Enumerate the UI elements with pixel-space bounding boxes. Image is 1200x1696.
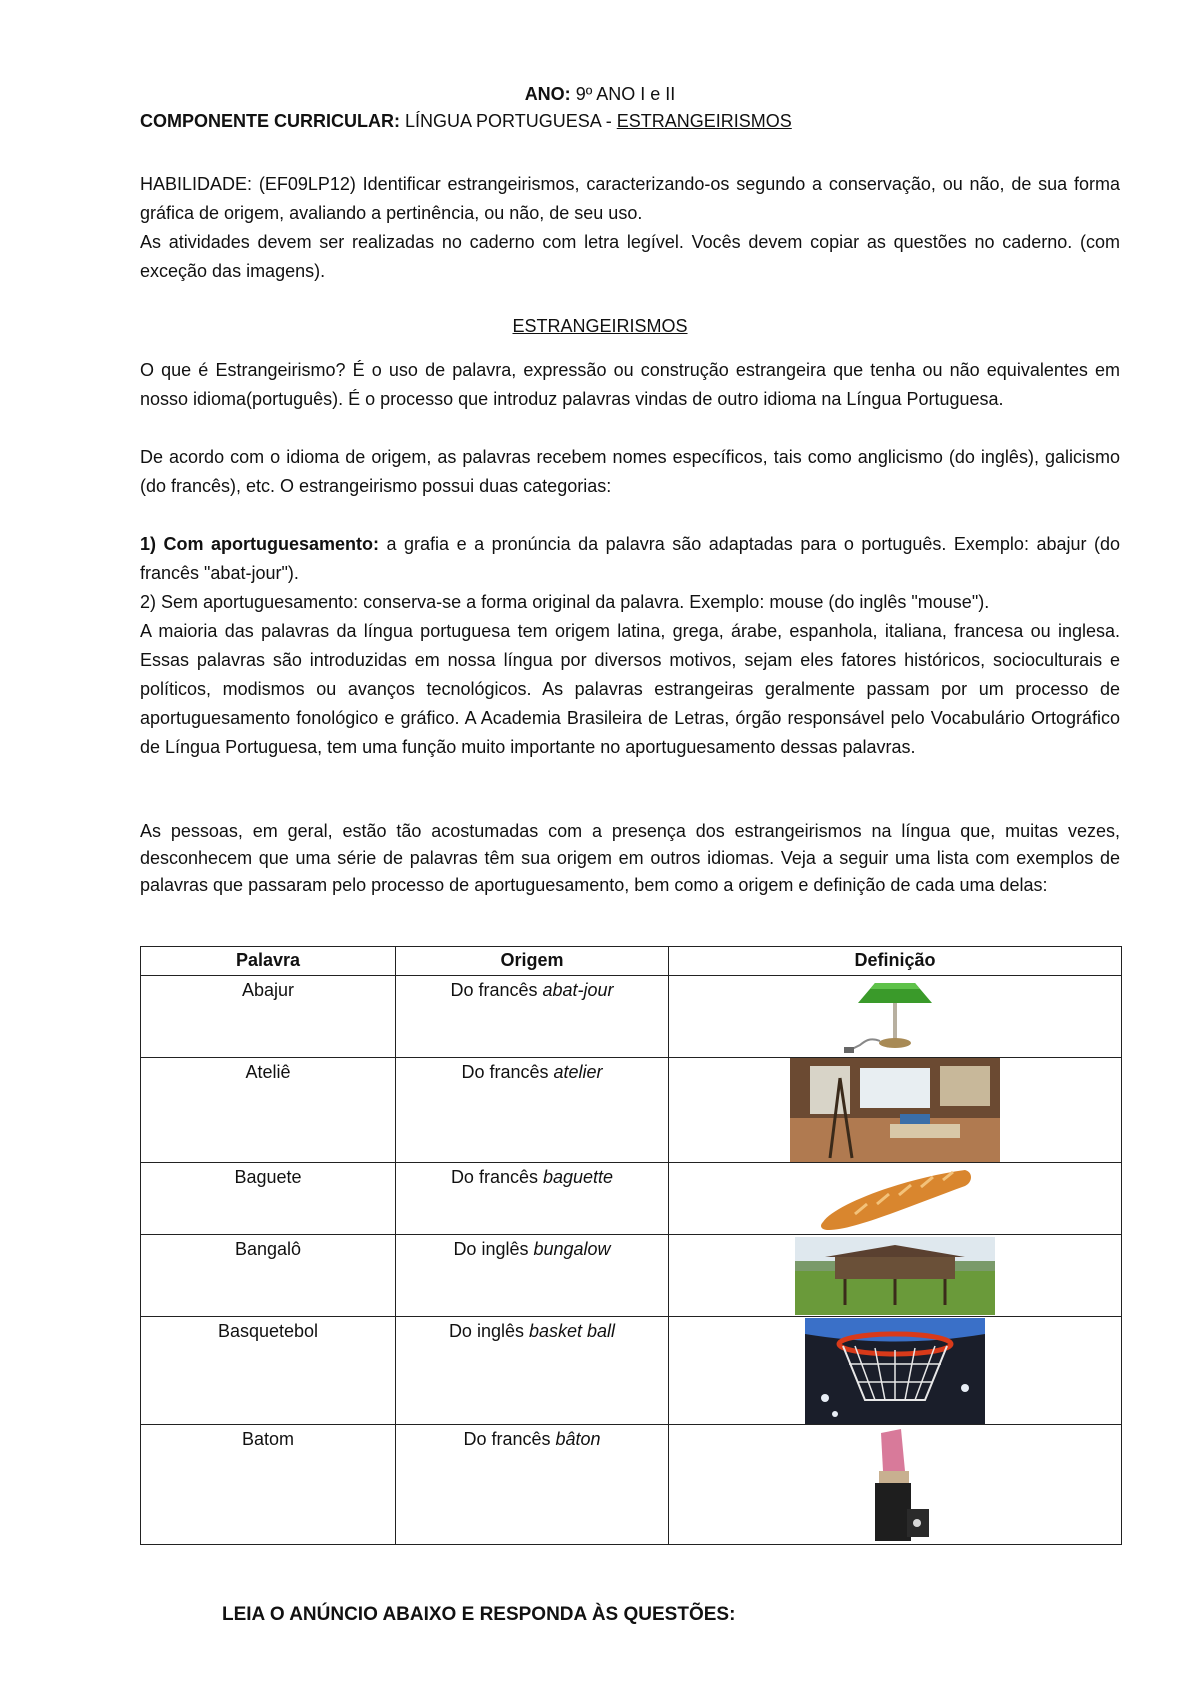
component-topic: ESTRANGEIRISMOS bbox=[616, 111, 792, 131]
table-row bbox=[141, 1235, 1122, 1317]
people-paragraph: As pessoas, em geral, estão tão acostumadas com a presença dos estrangeirismos na língua que, muitas vezes, desconhecem que uma série de palavras têm sua origem em outros idiomas. Veja a seguir uma lista com exemplos de palavras que passaram pelo processo de aportuguesamento, bem como a origem e definição de cada uma delas: bbox=[140, 821, 1120, 895]
header-definicao: Definição bbox=[669, 947, 1122, 976]
table-row bbox=[141, 1058, 1122, 1163]
year-line bbox=[0, 84, 1200, 105]
word-cell: Baguete bbox=[141, 1163, 396, 1235]
category-1-label: 1) Com aportuguesamento: bbox=[140, 534, 380, 554]
component-line bbox=[140, 111, 792, 132]
origin-cell bbox=[396, 1163, 669, 1235]
component-label: COMPONENTE CURRICULAR: bbox=[140, 111, 400, 131]
origin-cell bbox=[396, 976, 669, 1058]
lamp-icon bbox=[840, 979, 950, 1055]
word-cell: Basquetebol bbox=[141, 1317, 396, 1425]
origin-prefix: Do francês bbox=[450, 1167, 543, 1187]
table-row bbox=[141, 1425, 1122, 1545]
origin-prefix: Do francês bbox=[463, 1429, 556, 1449]
category-2-paragraph: 2) Sem aportuguesamento: conserva-se a forma original da palavra. Exemplo: mouse (do inglês "mouse"). bbox=[140, 592, 990, 612]
words-table bbox=[140, 946, 1122, 1545]
habilidade-paragraph: HABILIDADE: (EF09LP12) Identificar estrangeirismos, caracterizando-os segundo a conservação, ou não, de sua forma gráfica de origem, avaliando a pertinência, ou não, de seu uso. bbox=[140, 174, 1120, 223]
basketball-hoop-icon bbox=[805, 1318, 985, 1424]
word-cell: Abajur bbox=[141, 976, 396, 1058]
word-cell: Bangalô bbox=[141, 1235, 396, 1317]
footer-instruction: LEIA O ANÚNCIO ABAIXO E RESPONDA ÀS QUESTÕES: bbox=[222, 1604, 736, 1625]
bungalow-icon bbox=[795, 1237, 995, 1315]
definition-cell bbox=[669, 1425, 1122, 1545]
origin-prefix: Do inglês bbox=[448, 1321, 529, 1341]
origin-cell bbox=[396, 1235, 669, 1317]
header-origem: Origem bbox=[396, 947, 669, 976]
section-title: ESTRANGEIRISMOS bbox=[512, 316, 688, 336]
intro-paragraph-2: De acordo com o idioma de origem, as palavras recebem nomes específicos, tais como anglicismo (do inglês), galicismo (do francês), etc. O estrangeirismo possui duas categorias: bbox=[140, 447, 1120, 496]
word-cell: Ateliê bbox=[141, 1058, 396, 1163]
studio-icon bbox=[790, 1058, 1000, 1162]
table-row bbox=[141, 1317, 1122, 1425]
origin-term: basket ball bbox=[528, 1321, 616, 1341]
origins-paragraph: A maioria das palavras da língua portuguesa tem origem latina, grega, árabe, espanhola, italiana, francesa ou inglesa. Essas palavras são introduzidas em nossa língua por diversos motivos, sejam eles fatores históricos, socioculturais e políticos, modismos ou avanços tecnológicos. As palavras estrangeiras geralmente passam por um processo de aportuguesamento fonológico e gráfico. A Academia Brasileira de Letras, órgão responsável pelo Vocabulário Ortográfico de Língua Portuguesa, tem uma função muito importante no aportuguesamento dessas palavras. bbox=[140, 621, 1120, 757]
definition-cell bbox=[669, 1058, 1122, 1163]
year-value: 9º ANO I e II bbox=[570, 84, 676, 104]
year-label: ANO: bbox=[524, 84, 571, 104]
origin-cell bbox=[396, 1058, 669, 1163]
origin-term: bungalow bbox=[533, 1239, 611, 1259]
origin-prefix: Do francês bbox=[461, 1062, 554, 1082]
origin-term: abat-jour bbox=[542, 980, 614, 1000]
table-row bbox=[141, 976, 1122, 1058]
word-cell: Batom bbox=[141, 1425, 396, 1545]
origin-prefix: Do francês bbox=[450, 980, 543, 1000]
origin-term: atelier bbox=[553, 1062, 603, 1082]
category-1-text: a grafia e a pronúncia da palavra são adaptadas para o português. Exemplo: abajur (do francês "abat-jour"). bbox=[140, 534, 1120, 583]
definition-cell bbox=[669, 1317, 1122, 1425]
header-palavra: Palavra bbox=[141, 947, 396, 976]
origin-prefix: Do inglês bbox=[453, 1239, 534, 1259]
definition-cell bbox=[669, 1163, 1122, 1235]
intro-paragraph-1: O que é Estrangeirismo? É o uso de palavra, expressão ou construção estrangeira que tenha ou não equivalentes em nosso idioma(português). É o processo que introduz palavras vindas de outro idioma na Língua Portuguesa. bbox=[140, 360, 1120, 409]
lipstick-icon bbox=[855, 1427, 935, 1543]
origin-term: bâton bbox=[555, 1429, 601, 1449]
origin-cell bbox=[396, 1317, 669, 1425]
instructions-paragraph: As atividades devem ser realizadas no caderno com letra legível. Vocês devem copiar as questões no caderno. (com exceção das imagens). bbox=[140, 232, 1120, 281]
category-1-paragraph bbox=[140, 530, 1120, 588]
baguette-icon bbox=[815, 1164, 975, 1234]
component-value: LÍNGUA PORTUGUESA - bbox=[400, 111, 617, 131]
table-row bbox=[141, 1163, 1122, 1235]
origin-term: baguette bbox=[542, 1167, 614, 1187]
definition-cell bbox=[669, 976, 1122, 1058]
origin-cell bbox=[396, 1425, 669, 1545]
definition-cell bbox=[669, 1235, 1122, 1317]
table-header-row bbox=[141, 947, 1122, 976]
